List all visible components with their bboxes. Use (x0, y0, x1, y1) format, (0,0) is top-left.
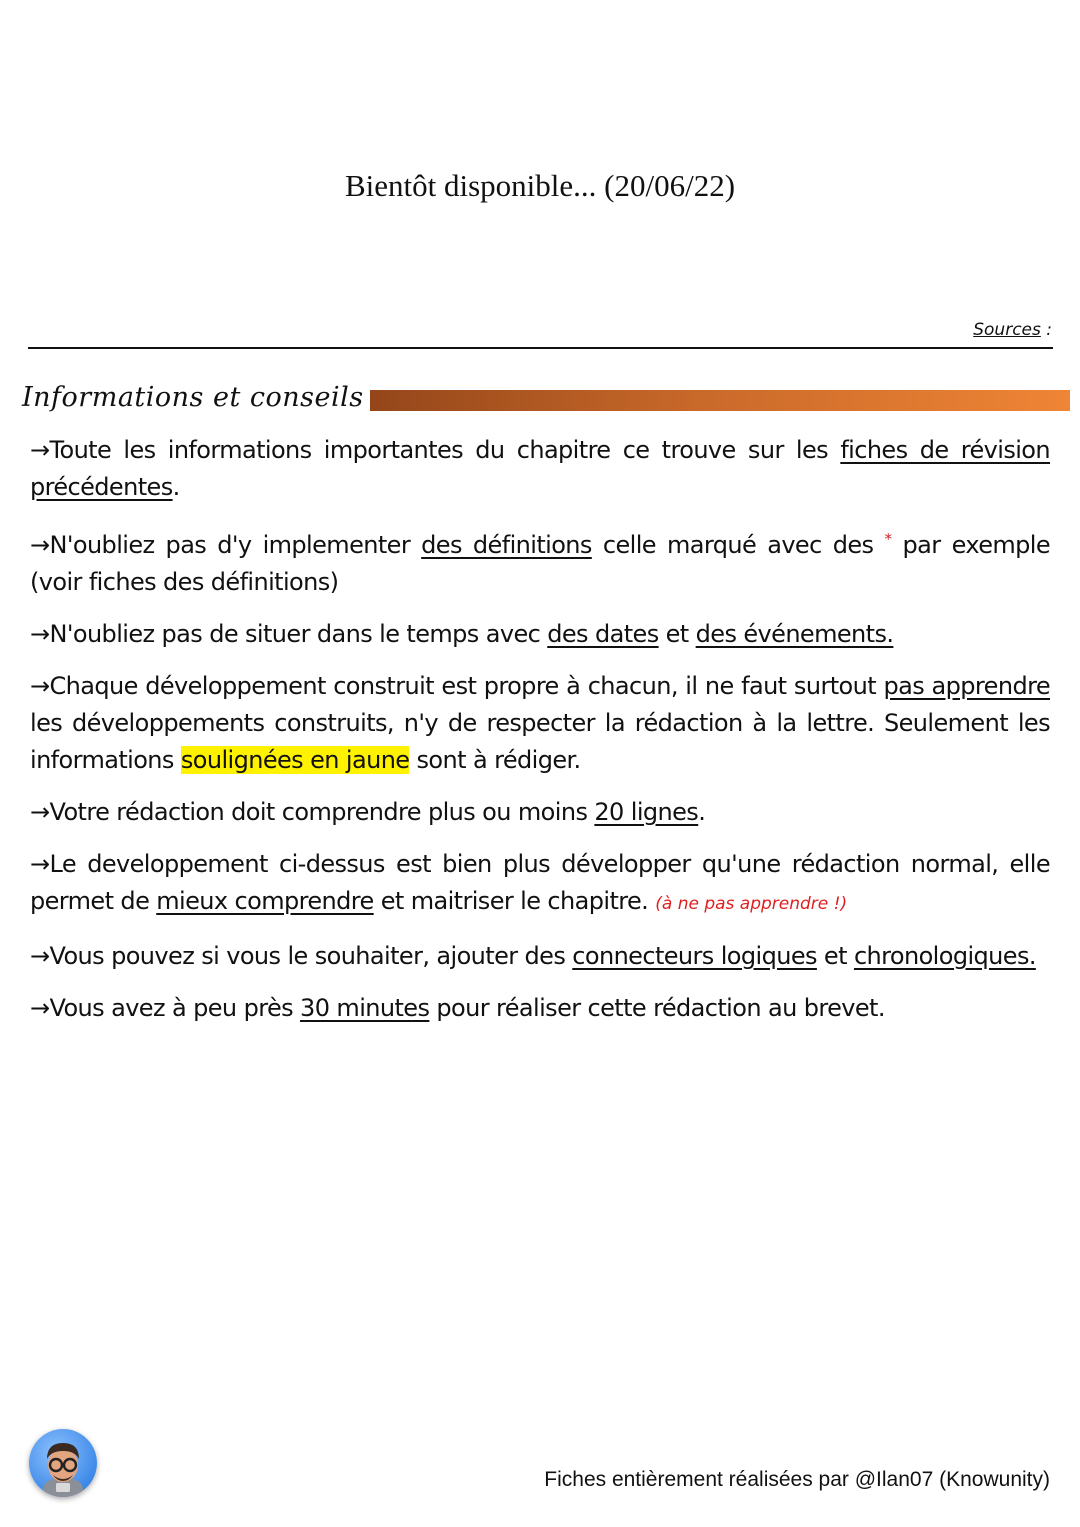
tip-4-underlined: pas apprendre (883, 672, 1050, 700)
sources-rule (28, 347, 1053, 349)
tip-1-underlined: fiches de révision précédentes (30, 436, 1051, 501)
tip-7-underlined-logical: connecteurs logiques (572, 942, 817, 970)
section-heading-row (22, 382, 1072, 422)
tip-7-mid: et (816, 942, 854, 970)
tip-6-mid: et maitriser le chapitre. (373, 887, 656, 915)
tip-1-text: →Toute les informations importantes du chapitre ce trouve sur les (30, 436, 841, 464)
tip-6-text: →Le developpement ci-dessus est bien plus développer qu'une rédaction normal, elle permet de (30, 850, 1050, 915)
tip-4-end: sont à rédiger. (409, 746, 581, 774)
tip-2-mid: celle marqué avec des (591, 531, 885, 559)
sources-label-text: Sources (973, 320, 1041, 340)
tip-6-red-note: (à ne pas apprendre !) (655, 894, 848, 914)
tip-7-text: →Vous pouvez si vous le souhaiter, ajouter des (30, 942, 573, 970)
section-heading: Informations et conseils (22, 382, 370, 413)
tip-3 (30, 616, 1050, 653)
tip-2-end: par exemple (voir fiches des définitions) (30, 531, 1051, 596)
tip-2 (30, 521, 1050, 601)
asterisk-marker: * (884, 530, 892, 548)
tip-4-highlight: soulignées en jaune (180, 746, 410, 774)
avatar-face-icon (29, 1429, 97, 1497)
tip-8 (30, 990, 1050, 1027)
tips-list (30, 432, 1050, 1042)
tip-5-text: →Votre rédaction doit comprendre plus ou moins (30, 798, 595, 826)
author-avatar (29, 1429, 97, 1497)
sources-colon: : (1040, 320, 1052, 340)
tip-2-text: →N'oubliez pas d'y implementer (30, 531, 422, 559)
tip-3-text: →N'oubliez pas de situer dans le temps avec (30, 620, 548, 648)
tip-1 (30, 432, 1050, 506)
tip-1-end: . (172, 473, 180, 501)
tip-4-mid: les développements construits, n'y de respecter la rédaction à la lettre. Seulement les informations (30, 709, 1050, 774)
tip-8-underlined: 30 minutes (300, 994, 430, 1022)
tip-8-end: pour réaliser cette rédaction au brevet. (429, 994, 885, 1022)
tip-7-underlined-chrono: chronologiques. (853, 942, 1036, 970)
tip-5-underlined: 20 lignes (594, 798, 699, 826)
tip-5-end: . (698, 798, 706, 826)
tip-7 (30, 938, 1050, 975)
tip-8-text: →Vous avez à peu près (30, 994, 301, 1022)
tip-6-underlined: mieux comprendre (156, 887, 374, 915)
sources-label (973, 320, 1052, 340)
tip-2-underlined: des définitions (421, 531, 592, 559)
tip-6 (30, 846, 1050, 923)
page-title: Bientôt disponible... (20/06/22) (344, 168, 736, 203)
footer-credit: Fiches entièrement réalisées par @Ilan07 (Knowunity) (544, 1468, 1050, 1491)
tip-3-underlined-dates: des dates (547, 620, 659, 648)
tip-3-mid: et (658, 620, 696, 648)
tip-5 (30, 794, 1050, 831)
tip-4-text: →Chaque développement construit est propre à chacun, il ne faut surtout (30, 672, 884, 700)
tip-3-underlined-events: des événements. (695, 620, 894, 648)
heading-gradient-bar (330, 390, 1070, 411)
tip-4 (30, 668, 1050, 779)
